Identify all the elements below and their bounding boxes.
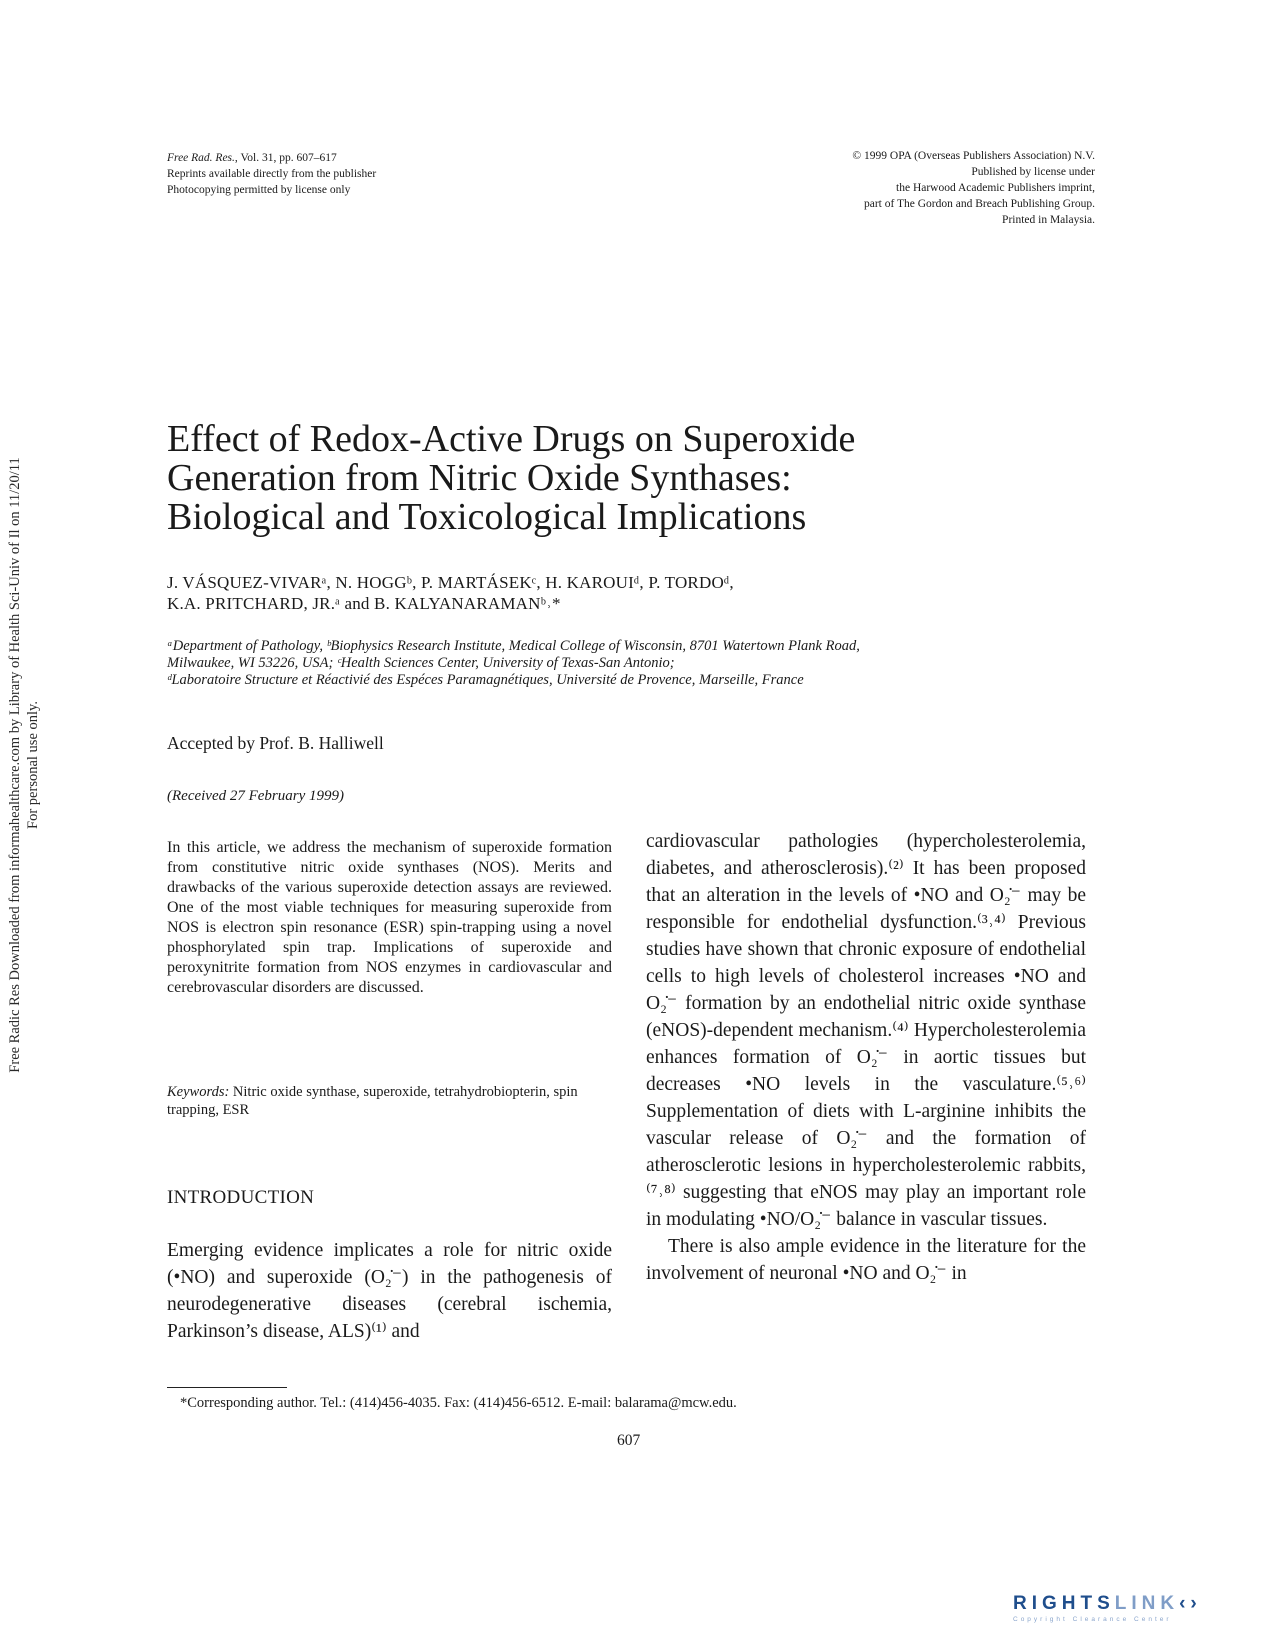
page-number: 607 (617, 1432, 641, 1449)
download-notice-line: Free Radic Res Downloaded from informahealthcare.com by Library of Health Sci-Univ of Il on 11/20/11 (7, 457, 23, 1073)
journal-abbrev: Free Rad. Res. (167, 152, 235, 164)
keywords-label: Keywords: (167, 1084, 230, 1100)
affiliation-line: ᵃDepartment of Pathology, ᵇBiophysics Research Institute, Medical College of Wisconsin, 8701 Watertown Plank Road, (167, 638, 860, 654)
affiliation-line: Milwaukee, WI 53226, USA; ᶜHealth Sciences Center, University of Texas-San Antonio; (167, 655, 675, 671)
reprints-note: Reprints available directly from the publisher (167, 168, 377, 180)
corresponding-author-footnote: *Corresponding author. Tel.: (414)456-4035. Fax: (414)456-6512. E-mail: balarama@mcw.edu. (180, 1395, 737, 1411)
rightslink-logo[interactable] (1013, 1593, 1243, 1631)
right-column (646, 828, 1086, 1287)
author-line: J. VÁSQUEZ-VIVARᵃ, N. HOGGᵇ, P. MARTÁSEKᶜ, H. KAROUIᵈ, P. TORDOᵈ, (167, 573, 734, 592)
article-title (167, 420, 987, 537)
imprint-line: the Harwood Academic Publishers imprint, (896, 182, 1095, 194)
download-notice (2, 350, 46, 1180)
received-date: (Received 27 February 1999) (167, 788, 345, 804)
logo-subtitle: Copyright Clearance Center (1013, 1616, 1172, 1623)
license-line: Published by license under (971, 166, 1095, 178)
abstract-text: In this article, we address the mechanism of superoxide formation from constitutive nitric oxide synthases (NOS). Merits and drawbacks of the various superoxide detection assays are reviewed. One of the most viable techniques for measuring superoxide from NOS is electron spin resonance (ESR) spin-trapping using a novel phosphorylated spin trap. Implications of superoxide and peroxynitrite formation from NOS enzymes in cardiovascular and cerebrovascular disorders are discussed. (167, 839, 612, 996)
footnote-rule (167, 1387, 287, 1388)
section-heading: INTRODUCTION (167, 1187, 315, 1208)
keywords (167, 1083, 612, 1119)
group-line: part of The Gordon and Breach Publishing Group. (863, 198, 1095, 210)
title-line: Effect of Redox-Active Drugs on Superoxide (167, 418, 856, 460)
personal-use-line: For personal use only. (25, 701, 41, 829)
body-paragraph: There is also ample evidence in the literature for the involvement of neuronal •NO and O₂̇⁻ in (646, 1236, 1086, 1284)
logo-word-rights: RIGHTS (1013, 1593, 1115, 1614)
photocopy-note: Photocopying permitted by license only (167, 184, 351, 196)
logo-arrows-icon: ‹› (1179, 1593, 1202, 1614)
affiliation-line: ᵈLaboratoire Structure et Réactivié des Espéces Paramagnétiques, Université de Provence, Marseille, France (167, 672, 804, 688)
logo-word-link: LINK (1114, 1593, 1180, 1614)
affiliations (167, 638, 1067, 689)
body-paragraph: cardiovascular pathologies (hypercholesterolemia, diabetes, and atherosclerosis).⁽²⁾ It has been proposed that an alteration in the levels of •NO and O₂̇⁻ may be responsible for endothelial dysfunction.⁽³˒⁴⁾ Previous studies have shown that chronic exposure of endothelial cells to high levels of cholesterol increases •NO and O₂̇⁻ formation by an endothelial nitric oxide synthase (eNOS)-dependent mechanism.⁽⁴⁾ Hypercholesterolemia enhances formation of O₂̇⁻ in aortic tissues but decreases •NO levels in the vasculature.⁽⁵˒⁶⁾ Supplementation of diets with L-arginine inhibits the vascular release of O₂̇⁻ and the formation of atherosclerotic lesions in hypercholesterolemic rabbits,⁽⁷˒⁸⁾ suggesting that eNOS may play an important role in modulating •NO/O₂̇⁻ balance in vascular tissues. (646, 831, 1086, 1230)
title-line: Biological and Toxicological Implications (167, 496, 807, 538)
author-list (167, 572, 1047, 614)
accepted-by: Accepted by Prof. B. Halliwell (167, 733, 384, 753)
printed-line: Printed in Malaysia. (1002, 214, 1095, 226)
copyright-line: © 1999 OPA (Overseas Publishers Association) N.V. (852, 150, 1095, 162)
copyright-header (745, 148, 1095, 228)
keywords-text: Nitric oxide synthase, superoxide, tetrahydrobiopterin, spin trapping, ESR (167, 1084, 578, 1118)
title-line: Generation from Nitric Oxide Synthases: (167, 457, 792, 499)
volume-pages: , Vol. 31, pp. 607–617 (234, 152, 337, 164)
author-line: K.A. PRITCHARD, JR.ᵃ and B. KALYANARAMANᵇ˒* (167, 594, 561, 613)
journal-citation-header (167, 150, 497, 198)
intro-paragraph: Emerging evidence implicates a role for nitric oxide (•NO) and superoxide (O₂̇⁻) in the pathogenesis of neurodegenerative diseases (cerebral ischemia, Parkinson’s disease, ALS)⁽¹⁾ and (167, 1240, 612, 1342)
